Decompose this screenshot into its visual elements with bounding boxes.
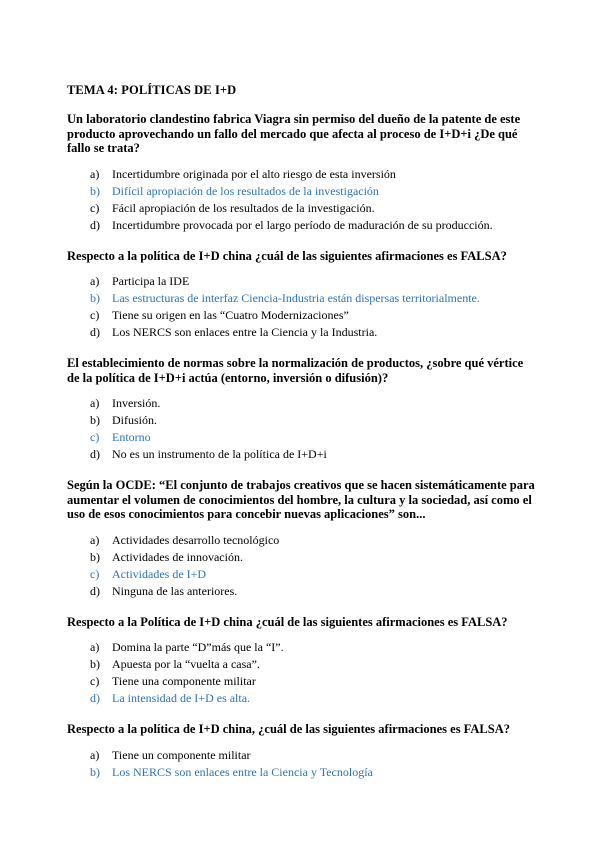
answer-option [90,200,536,217]
option-letter: a) [90,747,100,762]
question-block [67,615,536,708]
option-text: Entorno [112,430,151,444]
answer-option [90,429,536,446]
option-letter: b) [90,764,100,779]
option-text: Domina la parte “D”más que la “I”. [112,640,284,654]
question-block [67,478,536,600]
option-text: Difusión. [112,413,157,427]
options-list [67,166,536,234]
answer-option [90,532,536,549]
option-letter: a) [90,640,100,654]
answer-option [90,690,536,707]
option-text: La intensidad de I+D es alta. [112,691,251,705]
answer-option [90,583,536,600]
option-text: Apuesta por la “vuelta a casa”. [112,657,260,671]
option-text: Ninguna de las anteriores. [112,583,238,598]
question-text: Respecto a la Política de I+D china ¿cuál de las siguientes afirmaciones es FALSA? [67,614,508,629]
answer-option [90,324,536,341]
answer-option [90,395,536,412]
answer-option [90,639,536,656]
option-letter: c) [90,200,100,215]
option-text: Incertidumbre provocada por el largo período de maduración de su producción. [112,217,493,232]
option-text: No es un instrumento de la política de I+D+i [112,447,327,461]
option-text: Las estructuras de interfaz Ciencia-Industria están dispersas territorialmente. [112,291,480,305]
answer-option [90,273,536,290]
option-letter: b) [90,183,100,198]
option-text: Tiene una componente militar [112,674,256,688]
option-text: Tiene su origen en las “Cuatro Modernizaciones” [112,308,349,322]
option-text: Incertidumbre originada por el alto riesgo de esta inversión [112,166,396,181]
answer-option [90,446,536,463]
answer-option [90,307,536,324]
option-letter: b) [90,549,100,564]
answer-option [90,166,536,183]
option-letter: a) [90,274,100,288]
option-text: Actividades desarrollo tecnológico [112,532,280,547]
question-text: Según la OCDE: “El conjunto de trabajos creativos que se hacen sistemáticamente para aumentar el volumen de conocimientos del hombre, la cultura y la sociedad, así como el uso de esos conocimientos para concebir nuevas aplicaciones” son... [67,478,535,521]
options-list [67,747,536,781]
option-letter: b) [90,657,100,671]
question-block [67,249,536,342]
question-block [67,356,536,463]
answer-option [90,412,536,429]
question-text: El establecimiento de normas sobre la normalización de productos, ¿sobre qué vértice de la política de I+D+i actúa (entorno, inversión o difusión)? [67,356,524,385]
option-letter: c) [90,430,100,444]
option-text: Tiene un componente militar [112,747,251,762]
question-text: Respecto a la política de I+D china ¿cuál de las siguientes afirmaciones es FALSA? [67,248,507,263]
option-letter: d) [90,583,100,598]
answer-option [90,747,536,764]
answer-option [90,217,536,234]
option-letter: d) [90,325,100,339]
options-list [67,532,536,600]
option-letter: a) [90,396,100,410]
question-text: Respecto a la política de I+D china, ¿cuál de las siguientes afirmaciones es FALSA? [67,722,510,736]
answer-option [90,764,536,781]
option-letter: c) [90,566,100,581]
option-text: Actividades de innovación. [112,549,243,564]
question-text: Un laboratorio clandestino fabrica Viagra sin permiso del dueño de la patente de este producto aprovechando un fallo del mercado que afecta al proceso de I+D+i ¿De qué fallo se trata? [67,112,521,155]
option-letter: b) [90,413,100,427]
answer-option [90,656,536,673]
option-text: Los NERCS son enlaces entre la Ciencia y Tecnología [112,764,373,779]
answer-option [90,290,536,307]
option-text: Fácil apropiación de los resultados de la investigación. [112,200,375,215]
option-letter: d) [90,447,100,461]
options-list [67,395,536,463]
page-title: TEMA 4: POLÍTICAS DE I+D [67,83,237,97]
option-letter: a) [90,166,100,181]
options-list [67,273,536,341]
option-letter: a) [90,532,100,547]
question-block [67,112,536,234]
questions-container [67,112,536,781]
answer-option [90,183,536,200]
option-letter: c) [90,674,100,688]
option-letter: c) [90,308,100,322]
options-list [67,639,536,707]
answer-option [90,673,536,690]
answer-option [90,549,536,566]
answer-option [90,566,536,583]
option-text: Actividades de I+D [112,566,207,581]
question-block [67,722,536,781]
option-letter: d) [90,691,100,705]
option-letter: d) [90,217,100,232]
option-letter: b) [90,291,100,305]
option-text: Los NERCS son enlaces entre la Ciencia y la Industria. [112,325,378,339]
option-text: Inversión. [112,396,161,410]
option-text: Difícil apropiación de los resultados de la investigación [112,183,379,198]
option-text: Participa la IDE [112,274,190,288]
